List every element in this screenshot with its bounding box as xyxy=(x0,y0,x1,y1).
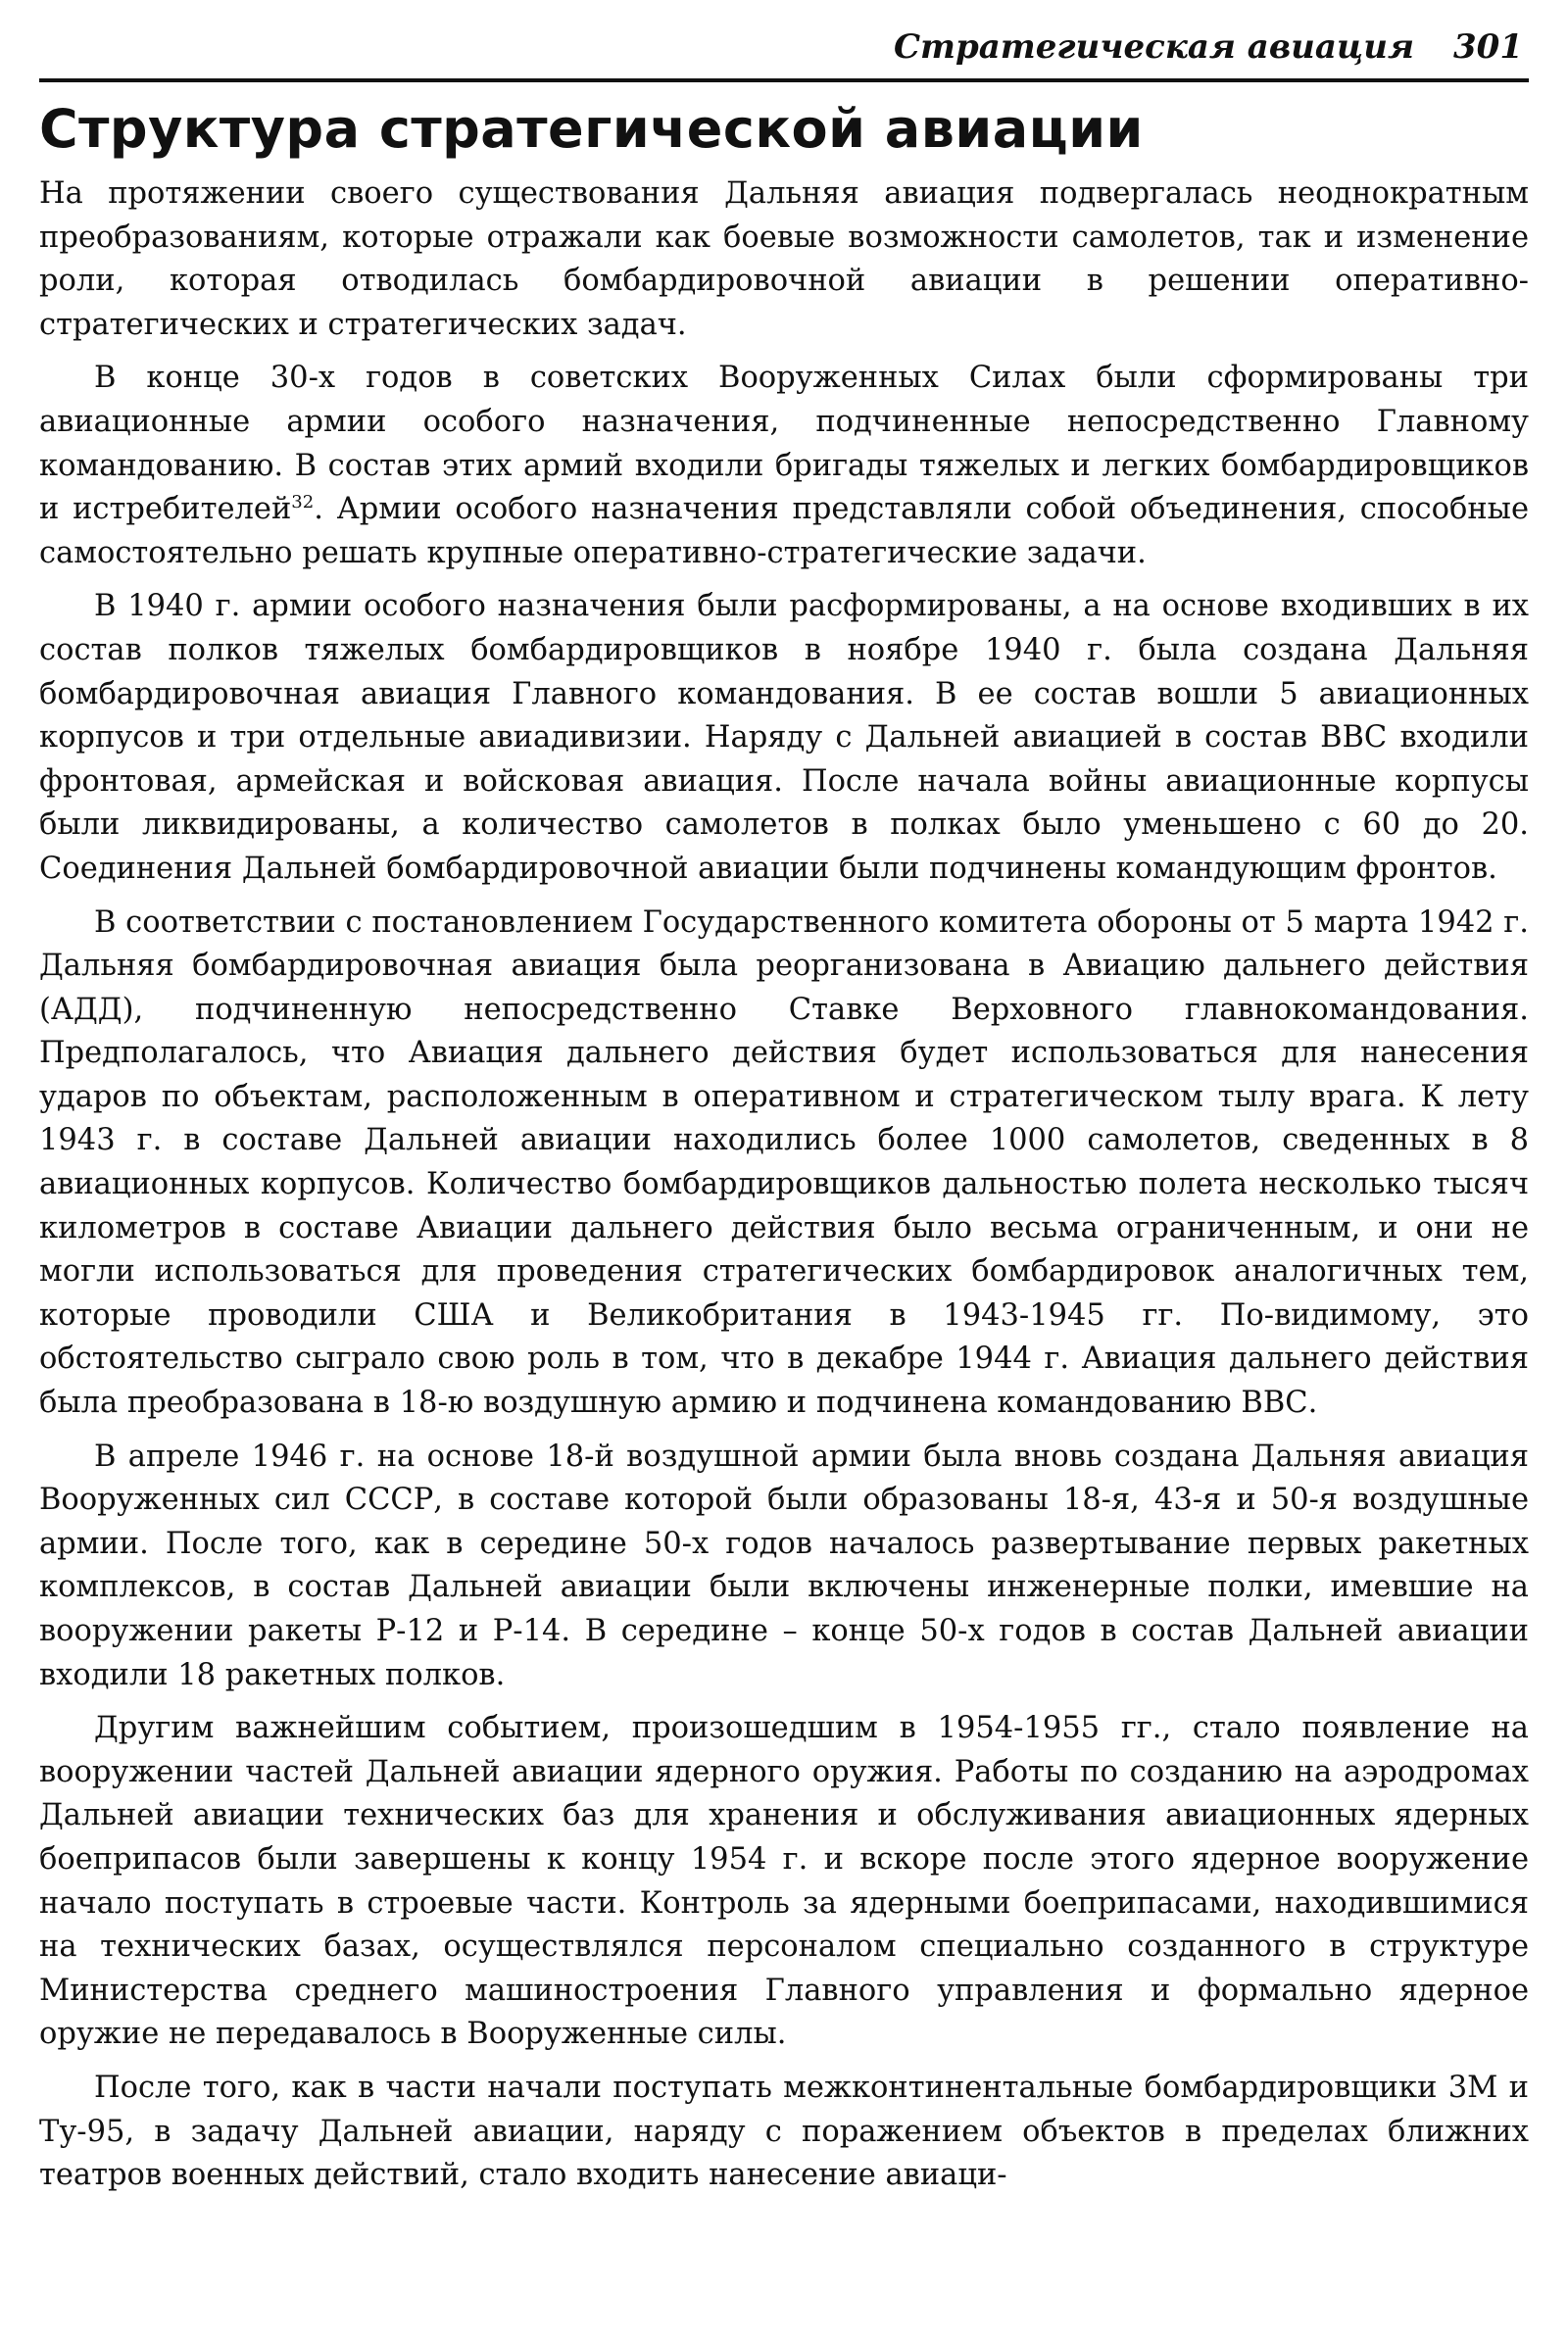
paragraph-2-text-after: . Армии особого назначения представляли собой объединения, способные самостоятельно решать крупные оперативно-стратегические задачи. xyxy=(39,492,1530,570)
running-head-section-title: Стратегическая авиация xyxy=(893,27,1415,67)
paragraph-6: Другим важнейшим событием, произошедшим в 1954-1955 гг., стало появление на вооружении частей Дальней авиации ядерного оружия. Работы по созданию на аэродромах Дальней авиации технических баз для хранения и обслуживания авиационных ядерных боеприпасов были завершены к концу 1954 г. и вскоре после этого ядерное вооружение начало поступать в строевые части. Контроль за ядерными боеприпасами, находившимися на технических базах, осуществлялся персоналом специально созданного в структуре Министерства среднего машиностроения Главного управления и формально ядерное оружие не передавалось в Вооруженные силы. xyxy=(39,1711,1529,2052)
page-number: 301 xyxy=(1453,27,1523,67)
header-rule xyxy=(39,78,1529,82)
footnote-reference: 32 xyxy=(291,492,315,513)
paragraph-7: После того, как в части начали поступать межконтинентальные бомбардировщики 3М и Ту-95, в задачу Дальней авиации, наряду с поражением объектов в пределах ближних театров военных действий, стало входить нанесение авиаци- xyxy=(39,2070,1529,2193)
running-head xyxy=(39,27,1529,67)
paragraph-3: В 1940 г. армии особого назначения были расформированы, а на основе входивших в их состав полков тяжелых бомбардировщиков в ноябре 1940 г. была создана Дальняя бомбардировочная авиация Главного командования. В ее состав вошли 5 авиационных корпусов и три отдельные авиадивизии. Наряду с Дальней авиацией в состав ВВС входили фронтовая, армейская и войсковая авиация. После начала войны авиационные корпусы были ликвидированы, а количество самолетов в полках было уменьшено с 60 до 20. Соединения Дальней бомбардировочной авиации были подчинены командующим фронтов. xyxy=(39,589,1529,886)
paragraph-2-text-before: В конце 30-х годов в советских Вооруженных Силах были сформированы три авиационные армии особого назначения, подчиненные непосредственно Главному командованию. В состав этих армий входили бригады тяжелых и легких бомбардировщиков и истребителей xyxy=(39,361,1529,527)
paragraph-2 xyxy=(39,357,1529,575)
paragraph-5: В апреле 1946 г. на основе 18-й воздушной армии была вновь создана Дальняя авиация Вооруженных сил СССР, в составе которой были образованы 18-я, 43-я и 50-я воздушные армии. После того, как в середине 50-х годов началось развертывание первых ракетных комплексов, в состав Дальней авиации были включены инженерные полки, имевшие на вооружении ракеты Р-12 и Р-14. В середине – конце 50-х годов в состав Дальней авиации входили 18 ракетных полков. xyxy=(39,1439,1529,1692)
body-text xyxy=(39,172,1529,2198)
paragraph-4: В соответствии с постановлением Государственного комитета обороны от 5 марта 1942 г. Дальняя бомбардировочная авиация была реорганизована в Авиацию дальнего действия (АДД), подчиненную непосредственно Ставке Верховного главнокомандования. Предполагалось, что Авиация дальнего действия будет использоваться для нанесения ударов по объектам, расположенным в оперативном и стратегическом тылу врага. К лету 1943 г. в составе Дальней авиации находились более 1000 самолетов, сведенных в 8 авиационных корпусов. Количество бомбардировщиков дальностью полета несколько тысяч километров в составе Авиации дальнего действия было весьма ограниченным, и они не могли использоваться для проведения стратегических бомбардировок аналогичных тем, которые проводили США и Великобритания в 1943-1945 гг. По-видимому, это обстоятельство сыграло свою роль в том, что в декабре 1944 г. Авиация дальнего действия была преобразована в 18-ю воздушную армию и подчинена командованию ВВС. xyxy=(39,904,1529,1421)
paragraph-1: На протяжении своего существования Дальняя авиация подвергалась неоднократным преобразованиям, которые отражали как боевые возможности самолетов, так и изменение роли, которая отводилась бомбардировочной авиации в решении оперативно-стратегических и стратегических задач. xyxy=(39,176,1529,342)
section-title: Структура стратегической авиации xyxy=(39,98,1144,160)
